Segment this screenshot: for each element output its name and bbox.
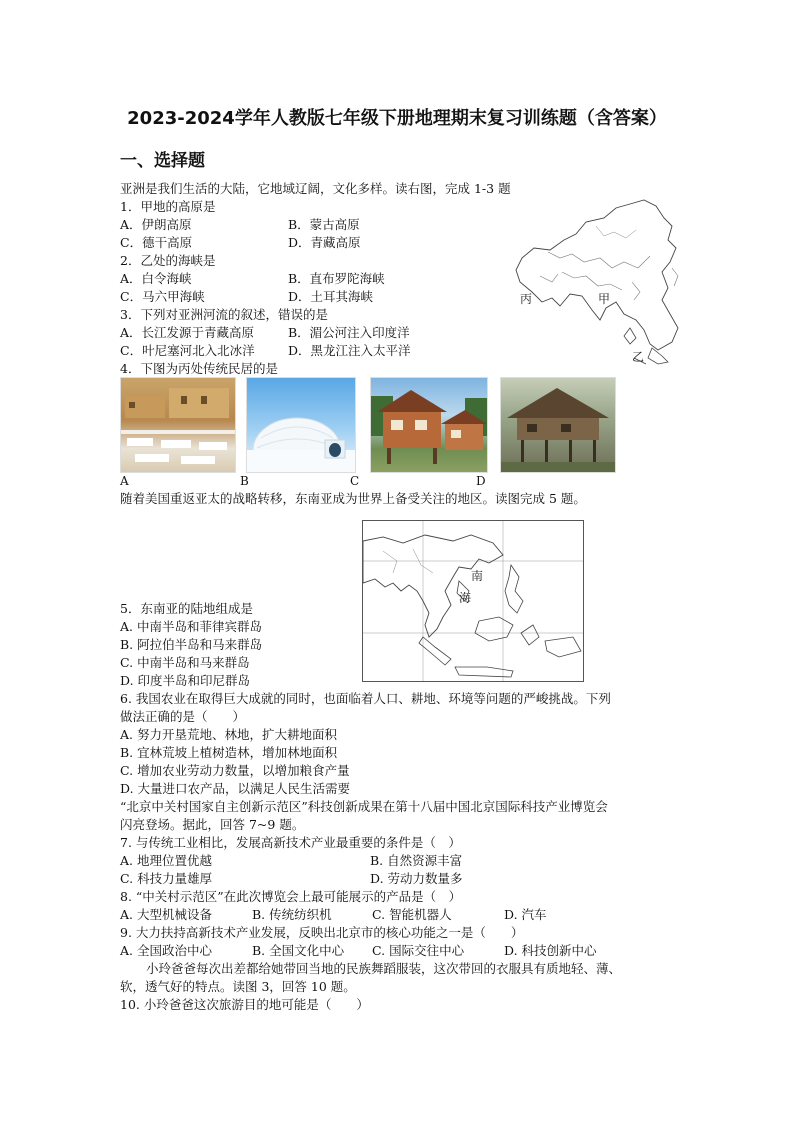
dwelling-photo-a (120, 377, 236, 473)
intro-zhongguancun-line1: “北京中关村国家自主创新示范区”科技创新成果在第十八届中国北京国际科技产业博览会 (120, 799, 608, 814)
q5-option-d: D. 印度半岛和印尼群岛 (120, 673, 251, 688)
q5-option-c: C. 中南半岛和马来群岛 (120, 655, 250, 670)
intro-southeast-asia: 随着美国重返亚太的战略转移，东南亚成为世界上备受关注的地区。读图完成 5 题。 (120, 491, 586, 506)
q10-stem: 10. 小玲爸爸这次旅游目的地可能是（ ） (120, 997, 369, 1012)
q6-option-b: B. 宜林荒坡上植树造林，增加林地面积 (120, 745, 338, 760)
q5-option-a: A. 中南半岛和菲律宾群岛 (120, 619, 262, 634)
q8-option-a: A. 大型机械设备 (120, 907, 212, 922)
q8-option-b: B. 传统纺织机 (252, 907, 332, 922)
igloo-icon (247, 378, 355, 472)
map-label-jia: 甲 (598, 292, 611, 306)
q8-option-d: D. 汽车 (504, 907, 547, 922)
q1-option-a: A．伊朗高原 (120, 217, 192, 232)
dwelling-photo-b (246, 377, 356, 473)
stilt-house-icon (501, 378, 615, 472)
q1-option-c: C．德干高原 (120, 235, 193, 250)
asia-map (512, 196, 684, 368)
photo-label-c: C (350, 474, 360, 488)
q2-option-c: C．马六甲海峡 (120, 289, 205, 304)
q3-option-c: C．叶尼塞河北入北冰洋 (120, 343, 255, 358)
q2-option-d: D．土耳其海峡 (288, 289, 374, 304)
q2-option-a: A．白令海峡 (120, 271, 192, 286)
dwelling-photo-c (370, 377, 488, 473)
q6-option-d: D. 大量进口农产品，以满足人民生活需要 (120, 781, 351, 796)
flat-roof-houses-icon (121, 378, 235, 472)
q1-stem: 1．甲地的高原是 (120, 199, 216, 214)
intro-dance-clothing-line1: 小玲爸爸每次出差都给她带回当地的民族舞蹈服装，这次带回的衣服具有质地轻、薄、 (146, 961, 622, 976)
q5-stem: 5．东南亚的陆地组成是 (120, 601, 253, 616)
q8-stem: 8. “中关村示范区”在此次博览会上最可能展示的产品是（ ） (120, 889, 462, 904)
q6-stem-line2: 做法正确的是（ ） (120, 709, 246, 724)
q6-option-a: A. 努力开垦荒地、林地，扩大耕地面积 (120, 727, 337, 742)
q5-option-b: B. 阿拉伯半岛和马来群岛 (120, 637, 263, 652)
photo-label-d: D (476, 474, 486, 488)
q7-option-c: C. 科技力量雄厚 (120, 871, 213, 886)
map-label-nan: 南 (471, 569, 484, 583)
intro-zhongguancun-line2: 闪亮登场。据此，回答 7~9 题。 (120, 817, 305, 832)
q3-stem: 3．下列对亚洲河流的叙述，错误的是 (120, 307, 328, 322)
q3-option-a: A．长江发源于青藏高原 (120, 325, 255, 340)
q9-option-c: C. 国际交往中心 (372, 943, 465, 958)
map-label-hai: 海 (459, 591, 472, 605)
wooden-house-icon (371, 378, 487, 472)
q9-stem: 9. 大力扶持高新技术产业发展，反映出北京市的核心功能之一是（ ） (120, 925, 524, 940)
q9-option-a: A. 全国政治中心 (120, 943, 212, 958)
q1-option-d: D．青藏高原 (288, 235, 361, 250)
q9-option-d: D. 科技创新中心 (504, 943, 597, 958)
q7-option-b: B. 自然资源丰富 (370, 853, 463, 868)
q2-option-b: B．直布罗陀海峡 (288, 271, 385, 286)
southeast-asia-outline-icon (363, 521, 583, 681)
map-label-bing: 丙 (520, 292, 533, 306)
map-label-yi: 乙 (632, 350, 645, 364)
asia-outline-icon (512, 196, 684, 368)
q7-stem: 7. 与传统工业相比，发展高新技术产业最重要的条件是（ ） (120, 835, 461, 850)
q7-option-a: A. 地理位置优越 (120, 853, 212, 868)
southeast-asia-map (362, 520, 584, 682)
document-title: 2023-2024学年人教版七年级下册地理期末复习训练题（含答案） (127, 108, 667, 129)
q8-option-c: C. 智能机器人 (372, 907, 452, 922)
dwelling-photo-d (500, 377, 616, 473)
q6-option-c: C. 增加农业劳动力数量，以增加粮食产量 (120, 763, 350, 778)
intro-dance-clothing-line2: 软，透气好的特点。读图 3，回答 10 题。 (120, 979, 356, 994)
photo-label-b: B (240, 474, 249, 488)
q1-option-b: B．蒙古高原 (288, 217, 360, 232)
q4-stem: 4．下图为丙处传统民居的是 (120, 361, 278, 376)
q6-stem-line1: 6. 我国农业在取得巨大成就的同时，也面临着人口、耕地、环境等问题的严峻挑战。下列 (120, 691, 611, 706)
photo-label-a: A (120, 474, 129, 488)
q3-option-d: D．黑龙江注入太平洋 (288, 343, 411, 358)
section-heading: 一、选择题 (120, 151, 205, 171)
q7-option-d: D. 劳动力数量多 (370, 871, 463, 886)
q2-stem: 2．乙处的海峡是 (120, 253, 216, 268)
q9-option-b: B. 全国文化中心 (252, 943, 345, 958)
q3-option-b: B．湄公河注入印度洋 (288, 325, 410, 340)
intro-asia: 亚洲是我们生活的大陆，它地域辽阔，文化多样。读右图，完成 1-3 题 (120, 181, 511, 196)
